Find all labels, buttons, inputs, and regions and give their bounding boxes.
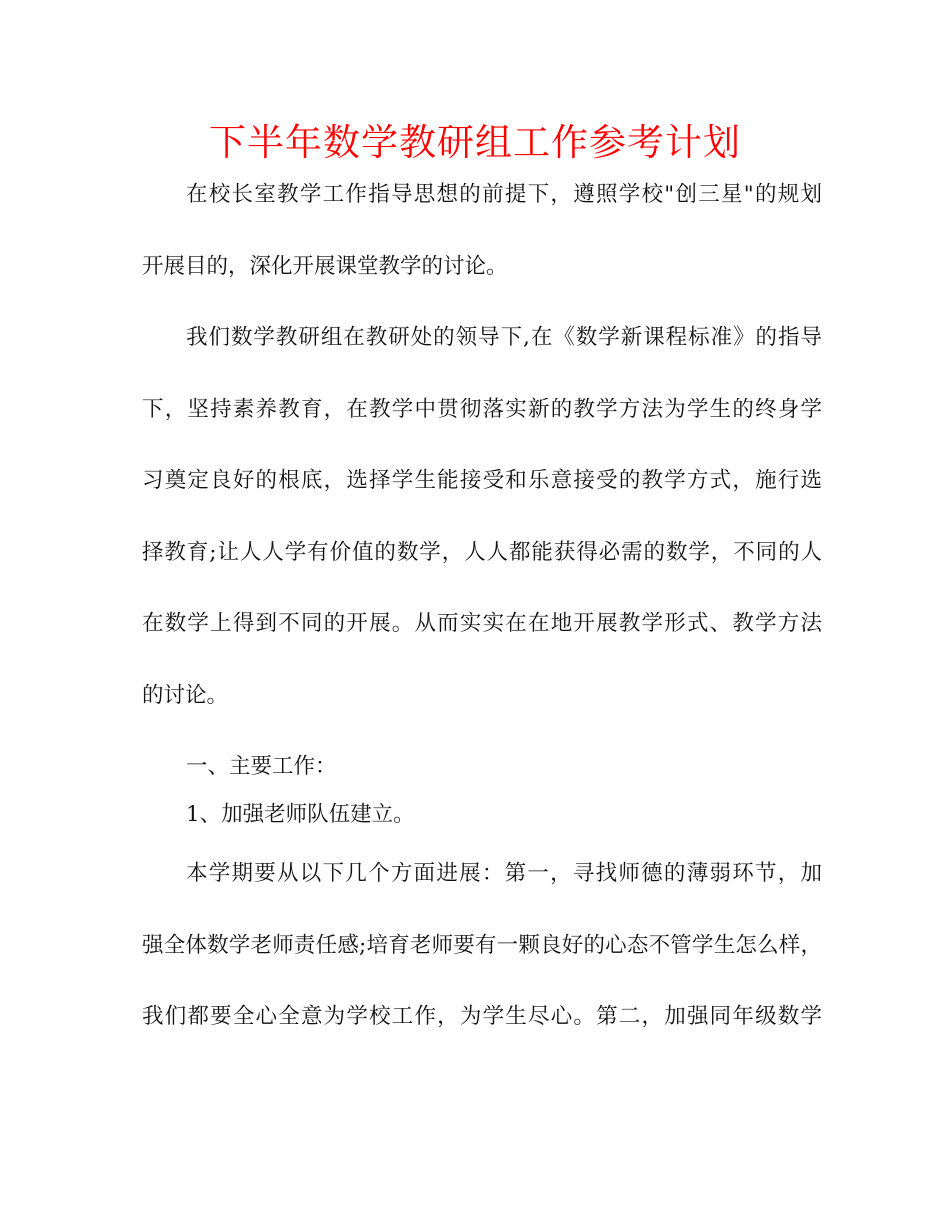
- paragraph-line-4: 下，坚持素养教育，在教学中贯彻落实新的教学方法为学生的终身学: [142, 397, 822, 422]
- section-heading: 一、主要工作：: [186, 754, 337, 779]
- paragraph-line-7: 在数学上得到不同的开展。从而实实在在地开展教学形式、教学方法: [142, 611, 822, 636]
- paragraph-line-1: 在校长室教学工作指导思想的前提下，遵照学校"创三星"的规划: [186, 182, 822, 207]
- paragraph-line-6: 择教育;让人人学有价值的数学，人人都能获得必需的数学，不同的人: [142, 540, 822, 565]
- subsection-heading: 1、加强老师队伍建立。: [186, 802, 415, 827]
- paragraph-line-5: 习奠定良好的根底，选择学生能接受和乐意接受的教学方式，施行选: [142, 468, 822, 493]
- paragraph-line-10: 强全体数学老师责任感;培育老师要有一颗良好的心态不管学生怎么样，: [142, 933, 822, 958]
- paragraph-line-2: 开展目的，深化开展课堂教学的讨论。: [142, 254, 508, 279]
- document-title: 下半年数学教研组工作参考计划: [209, 121, 741, 164]
- paragraph-line-11: 我们都要全心全意为学校工作，为学生尽心。第二，加强同年级数学: [142, 1004, 822, 1029]
- paragraph-line-8: 的讨论。: [142, 683, 229, 708]
- paragraph-line-9: 本学期要从以下几个方面进展：第一，寻找师德的薄弱环节，加: [186, 861, 822, 886]
- paragraph-line-3: 我们数学教研组在教研处的领导下,在《数学新课程标准》的指导: [186, 325, 822, 350]
